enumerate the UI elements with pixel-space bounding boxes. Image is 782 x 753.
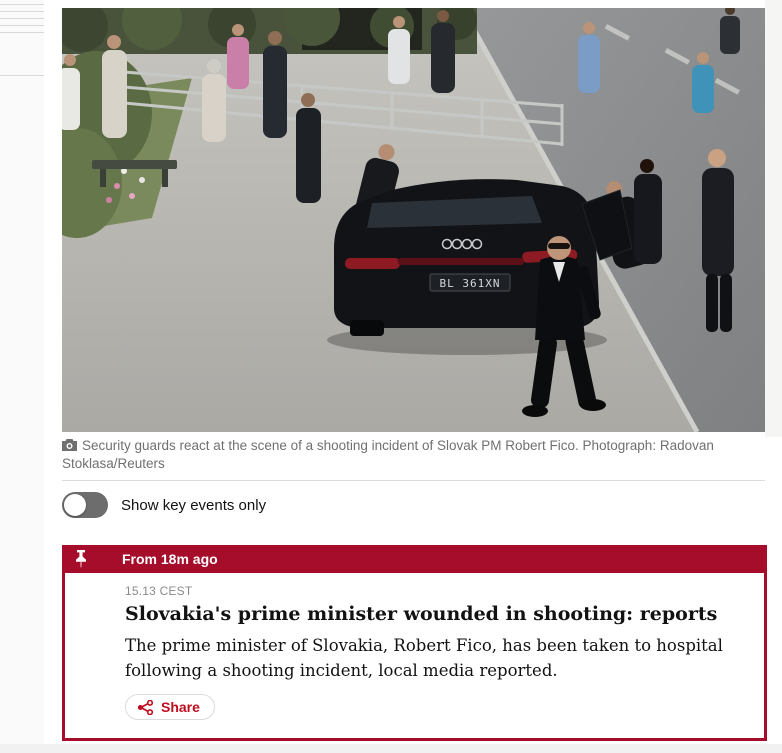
post-headline: Slovakia's prime minister wounded in shooting: reports [125, 603, 718, 625]
pinned-post [62, 545, 767, 741]
toggle-label: Show key events only [121, 496, 267, 514]
toggle-knob[interactable] [64, 494, 86, 516]
rail-line [0, 25, 44, 26]
key-events-toggle[interactable] [62, 492, 108, 518]
license-plate: BL 361XN [439, 277, 501, 290]
rail-line [0, 18, 44, 19]
post-timestamp: 15.13 CEST [125, 584, 193, 598]
bottom-strip [0, 744, 782, 753]
key-events-filter [62, 492, 266, 518]
rail-line [0, 11, 44, 12]
share-icon [137, 700, 154, 715]
article-photo [62, 8, 765, 432]
post-text: The prime minister of Slovakia, Robert Fico, has been taken to hospital following a shooting incident, local media reported. [125, 635, 723, 680]
rail-line [0, 32, 44, 33]
rail-line [0, 4, 44, 5]
rail-line [0, 75, 44, 76]
camera-icon [62, 439, 77, 451]
photo-caption-text: Security guards react at the scene of a shooting incident of Slovak PM Robert Fico. Photograph: Radovan Stoklasa/Reuters [62, 438, 714, 472]
pinned-post-body [125, 573, 735, 720]
pin-icon [73, 550, 89, 568]
right-gutter [765, 0, 782, 437]
left-rail [0, 0, 44, 753]
share-label: Share [161, 699, 200, 716]
photo-caption [62, 437, 752, 473]
pinned-post-header [62, 545, 767, 573]
pinned-post-time-link[interactable]: From 18m ago [122, 551, 218, 567]
photo-illustration [62, 8, 765, 432]
section-divider [62, 480, 765, 481]
share-button[interactable] [125, 694, 215, 720]
